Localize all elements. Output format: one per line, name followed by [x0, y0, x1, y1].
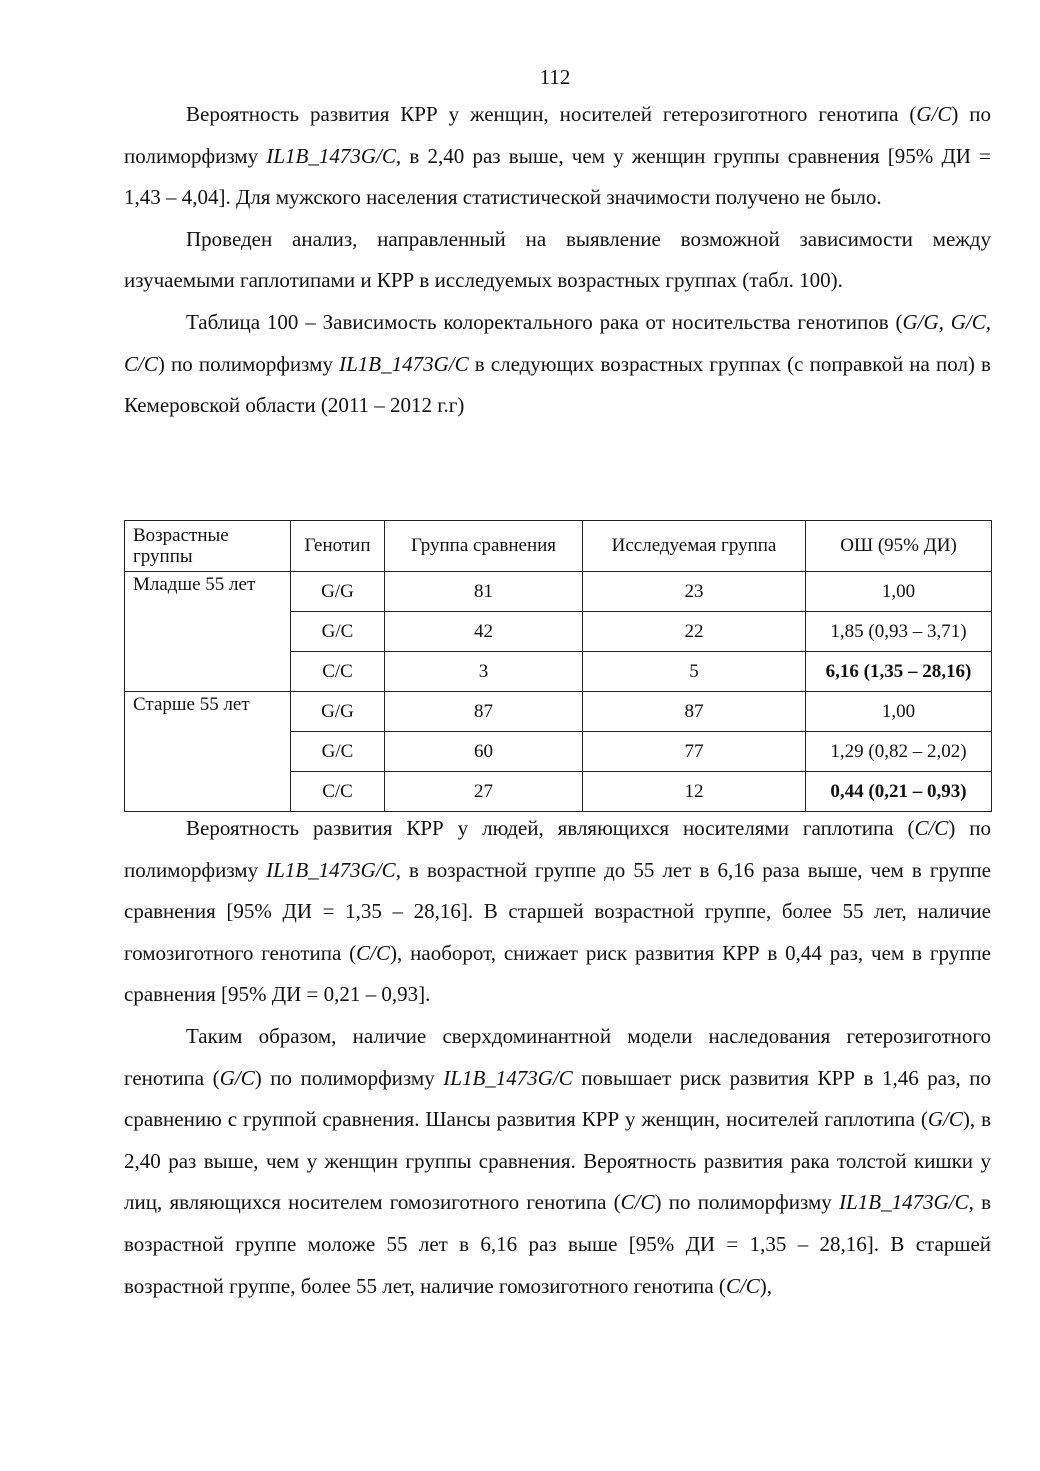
odds-ratio-cell-significant: 0,44 (0,21 – 0,93) [806, 772, 992, 812]
paragraph-conclusion: Таким образом, наличие сверхдоминантной модели наследования гетерозиготного генотипа (G/C) по полиморфизму IL1B_1473G/C повышает риск развития КРР в 1,46 раз, по сравнению с группой сравнения. Шансы развития КРР у женщин, носителей гаплотипа (G/C), в 2,40 раз выше, чем у женщин группы сравнения. Вероятность развития рака толстой кишки у лиц, являющихся носителем гомозиготного генотипа (C/C) по полиморфизму IL1B_1473G/C, в возрастной группе моложе 55 лет в 6,16 раз выше [95% ДИ = 1,35 – 28,16]. В старшей возрастной группе, более 55 лет, наличие гомозиготного генотипа (C/C), [124, 1023, 991, 1298]
study-cell: 77 [583, 732, 806, 772]
genotype-cell: C/C [291, 652, 385, 692]
comparison-cell: 27 [385, 772, 583, 812]
odds-ratio-cell: 1,00 [806, 572, 992, 612]
age-group-cell: Старше 55 лет [125, 692, 291, 812]
genotype-cell: C/C [291, 772, 385, 812]
age-group-cell: Младше 55 лет [125, 572, 291, 692]
paragraph-analysis-intro: Проведен анализ, направленный на выявление возможной зависимости между изучаемыми гаплотипами и КРР в исследуемых возрастных группах (табл. 100). [124, 226, 991, 293]
paragraph-women-risk: Вероятность развития КРР у женщин, носителей гетерозиготного генотипа (G/C) по полиморфизму IL1B_1473G/C, в 2,40 раз выше, чем у женщин группы сравнения [95% ДИ = 1,43 – 4,04]. Для мужского населения статистической значимости получено не было. [124, 102, 992, 210]
table-row [125, 572, 992, 612]
comparison-cell: 81 [385, 572, 583, 612]
comparison-cell: 60 [385, 732, 583, 772]
header-comparison-group: Группа сравнения [385, 521, 583, 572]
genotype-cell: G/G [291, 692, 385, 732]
genotype-cell: G/C [291, 612, 385, 652]
page-number: 112 [539, 65, 571, 89]
header-odds-ratio: ОШ (95% ДИ) [806, 521, 992, 572]
table-row [125, 692, 992, 732]
study-cell: 87 [583, 692, 806, 732]
odds-ratio-cell-significant: 6,16 (1,35 – 28,16) [806, 652, 992, 692]
text-block-top [124, 94, 991, 427]
comparison-cell: 87 [385, 692, 583, 732]
table-caption: Таблица 100 – Зависимость колоректального рака от носительства генотипов (G/G, G/C, C/C) по полиморфизму IL1B_1473G/C в следующих возрастных группах (с поправкой на пол) в Кемеровской области (2011 – 2012 г.г) [124, 309, 991, 418]
study-cell: 23 [583, 572, 806, 612]
study-cell: 5 [583, 652, 806, 692]
genotype-cell: G/G [291, 572, 385, 612]
paragraph-age-results: Вероятность развития КРР у людей, являющихся носителями гаплотипа (C/C) по полиморфизму IL1B_1473G/C, в возрастной группе до 55 лет в 6,16 раза выше, чем в группе сравнения [95% ДИ = 1,35 – 28,16]. В старшей возрастной группе, более 55 лет, наличие гомозиготного генотипа (C/C), наоборот, снижает риск развития КРР в 0,44 раз, чем в группе сравнения [95% ДИ = 0,21 – 0,93]. [124, 816, 991, 1007]
study-cell: 22 [583, 612, 806, 652]
header-genotype: Генотип [291, 521, 385, 572]
genotype-cell: G/C [291, 732, 385, 772]
genotype-age-table [124, 520, 992, 812]
study-cell: 12 [583, 772, 806, 812]
header-study-group: Исследуемая группа [583, 521, 806, 572]
odds-ratio-cell: 1,29 (0,82 – 2,02) [806, 732, 992, 772]
odds-ratio-cell: 1,00 [806, 692, 992, 732]
comparison-cell: 3 [385, 652, 583, 692]
table-header-row [125, 521, 992, 572]
comparison-cell: 42 [385, 612, 583, 652]
odds-ratio-cell: 1,85 (0,93 – 3,71) [806, 612, 992, 652]
text-block-bottom [124, 808, 991, 1307]
header-age-group: Возрастные группы [125, 521, 291, 572]
